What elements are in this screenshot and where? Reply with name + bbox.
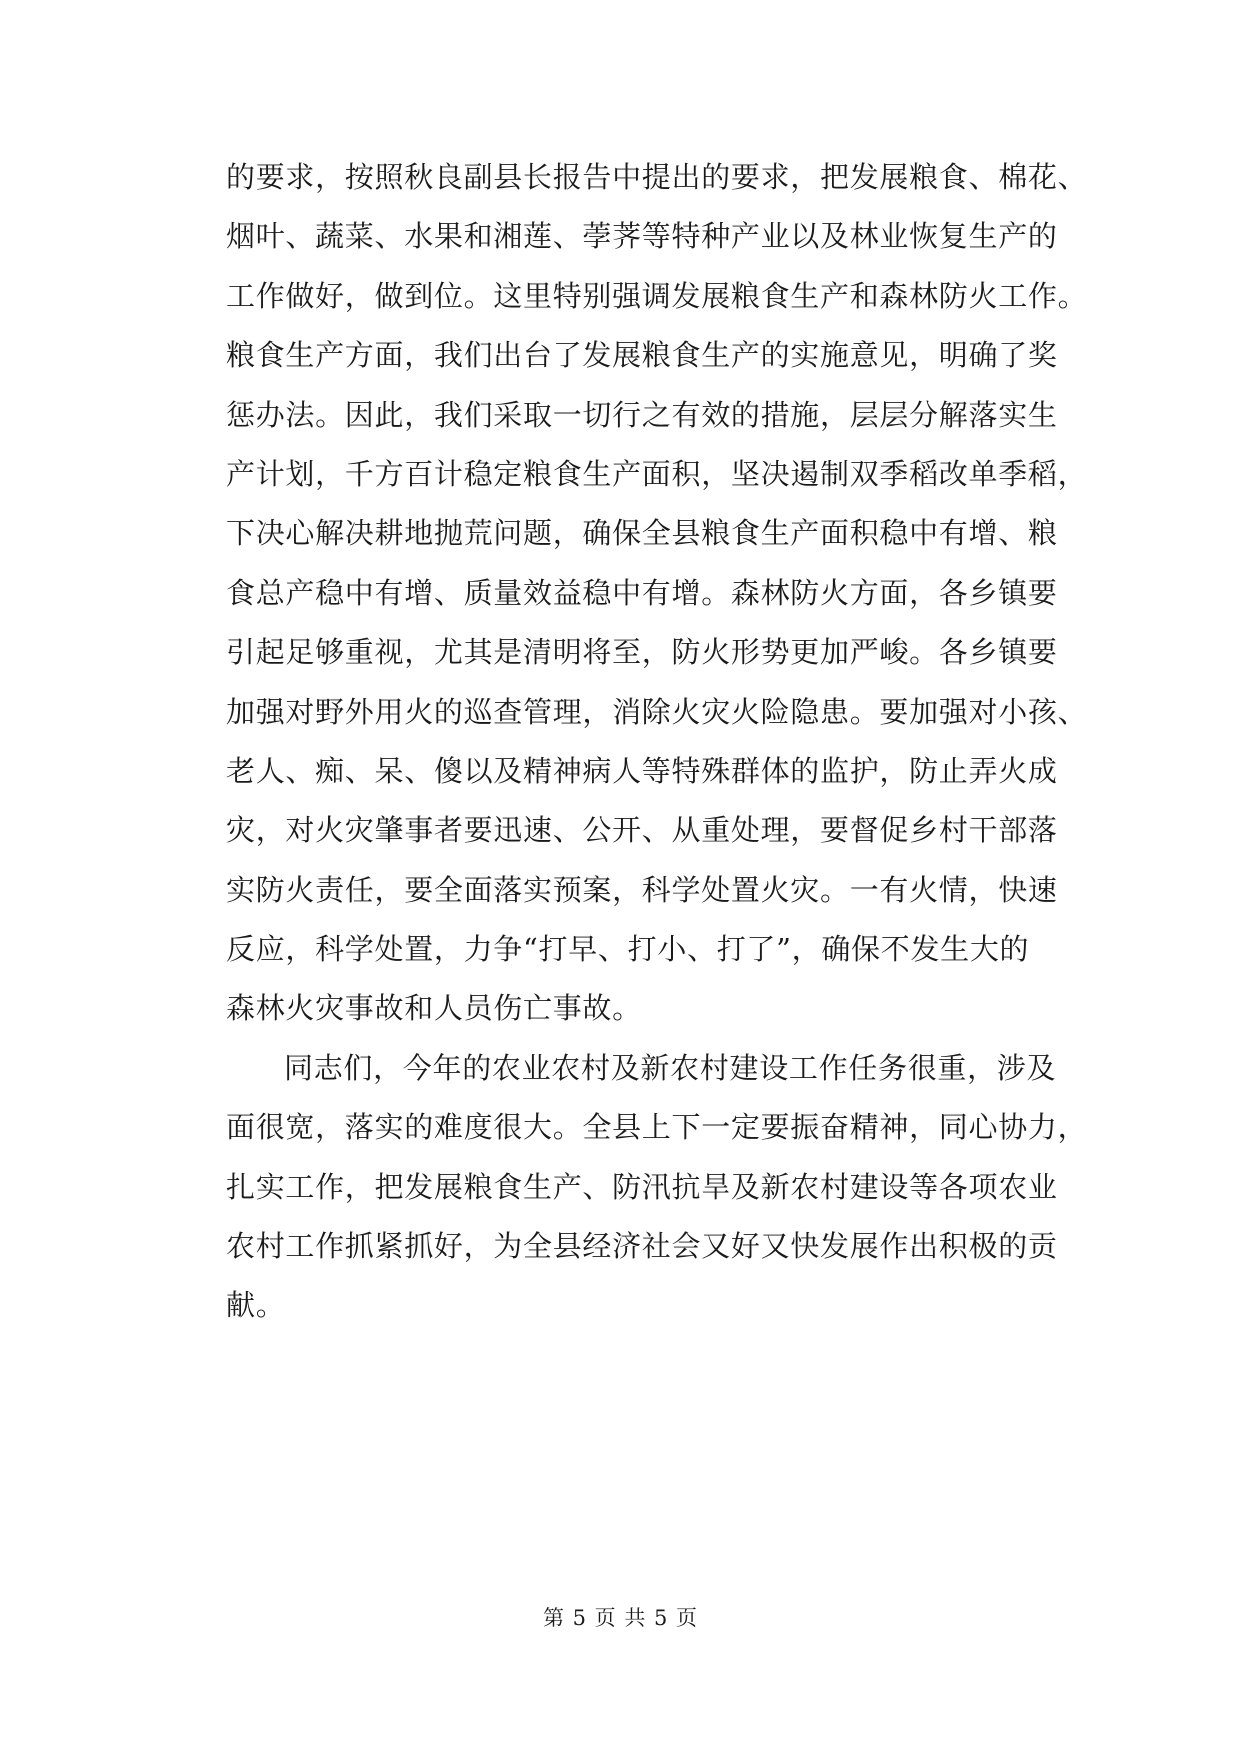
text-line: 农村工作抓紧抓好，为全县经济社会又好又快发展作出积极的贡 [226,1229,1058,1264]
text-line: 扎实工作，把发展粮食生产、防汛抗旱及新农村建设等各项农业 [226,1169,1058,1204]
text-line: 下决心解决耕地抛荒问题，确保全县粮食生产面积稳中有增、粮 [226,516,1058,551]
page-number-footer: 第 5 页 共 5 页 [542,1606,699,1630]
text-line: 反应，科学处置，力争“打早、打小、打了”，确保不发生大的 [226,932,1030,967]
text-line: 引起足够重视，尤其是清明将至，防火形势更加严峻。各乡镇要 [226,635,1058,670]
text-line: 粮食生产方面，我们出台了发展粮食生产的实施意见，明确了奖 [226,338,1058,373]
text-line: 实防火责任，要全面落实预案，科学处置火灾。一有火情，快速 [226,872,1058,907]
body-text [226,148,1088,1336]
text-line: 老人、痴、呆、傻以及精神病人等特殊群体的监护，防止弄火成 [226,753,1058,788]
text-line: 烟叶、蔬菜、水果和湘莲、荸荠等特种产业以及林业恢复生产的 [226,219,1058,254]
text-line: 产计划，千方百计稳定粮食生产面积，坚决遏制双季稻改单季稻， [226,456,1088,491]
text-line: 惩办法。因此，我们采取一切行之有效的措施，层层分解落实生 [226,397,1058,432]
text-line: 的要求，按照秋良副县长报告中提出的要求，把发展粮食、棉花、 [226,160,1088,194]
text-line: 灾，对火灾肇事者要迅速、公开、从重处理，要督促乡村干部落 [226,813,1058,848]
text-line: 食总产稳中有增、质量效益稳中有增。森林防火方面，各乡镇要 [226,575,1058,610]
text-line: 加强对野外用火的巡查管理，消除火灾火险隐患。要加强对小孩、 [226,694,1088,729]
text-line: 工作做好，做到位。这里特别强调发展粮食生产和森林防火工作。 [226,278,1088,313]
text-line: 献。 [226,1288,286,1323]
paragraph-grain-and-forest-fire [226,148,1088,1039]
text-line: 同志们，今年的农业农村及新农村建设工作任务很重，涉及 [284,1050,1057,1085]
text-line: 面很宽，落实的难度很大。全县上下一定要振奋精神，同心协力， [226,1110,1088,1145]
paragraph-closing [226,1039,1088,1336]
text-line: 森林火灾事故和人员伤亡事故。 [226,991,642,1026]
